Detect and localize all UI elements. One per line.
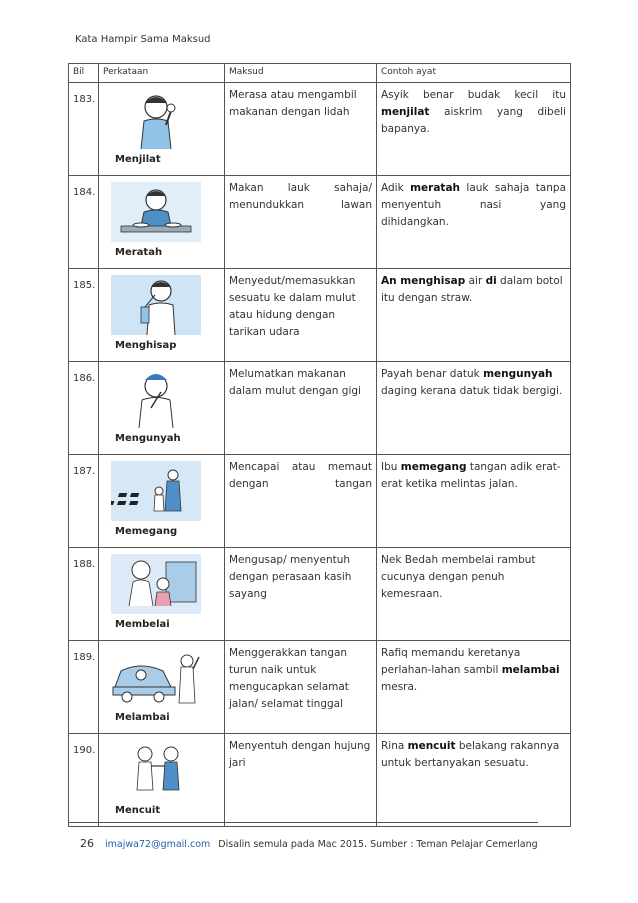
table-row <box>69 83 571 176</box>
meaning-text: Menyedut/memasukkan sesuatu ke dalam mulut atau hidung dengan tarikan udara <box>229 275 356 338</box>
meaning-text: Melumatkan makanan dalam mulut dengan gigi <box>229 368 361 397</box>
word-label: Melambai <box>115 712 170 723</box>
meaning-text: Menggerakkan tangan turun naik untuk mengucapkan selamat jalan/ selamat tinggal <box>229 647 349 710</box>
table-row <box>69 269 571 362</box>
word-label: Menghisap <box>115 340 177 351</box>
word-label: Menjilat <box>115 154 161 165</box>
table-row <box>69 455 571 548</box>
row-number: 190. <box>73 745 96 756</box>
word-illustration <box>103 552 219 632</box>
word-label: Mencuit <box>115 805 161 816</box>
eating-side-dish-icon <box>111 182 201 242</box>
row-number: 183. <box>73 94 96 105</box>
keyword: An menghisap <box>381 275 466 287</box>
keyword: di <box>485 275 497 287</box>
row-number: 189. <box>73 652 96 663</box>
licking-ice-cream-icon <box>111 89 201 149</box>
example-sentence: Adik meratah lauk sahaja tanpa menyentuh nasi yang dihidangkan. <box>381 182 566 228</box>
word-illustration <box>103 180 219 260</box>
table-row <box>69 362 571 455</box>
example-sentence: Nek Bedah membelai rambut cucunya dengan penuh kemesraan. <box>381 554 536 600</box>
keyword: menjilat <box>381 106 430 118</box>
table-row <box>69 548 571 641</box>
holding-hands-crossing-icon <box>111 461 201 521</box>
word-illustration <box>103 645 219 725</box>
word-illustration <box>103 366 219 446</box>
row-number: 187. <box>73 466 96 477</box>
footer-source: Disalin semula pada Mac 2015. Sumber : Teman Pelajar Cemerlang <box>218 839 538 850</box>
word-illustration <box>103 738 219 818</box>
example-sentence: Rina mencuit belakang rakannya untuk bertanyakan sesuatu. <box>381 740 560 769</box>
keyword: memegang <box>400 461 467 473</box>
keyword: mencuit <box>407 740 456 752</box>
example-sentence: Payah benar datuk mengunyah daging kerana datuk tidak bergigi. <box>381 368 563 397</box>
meaning-text: Menyentuh dengan hujung jari <box>229 740 371 769</box>
word-label: Mengunyah <box>115 433 181 444</box>
table-header-row <box>69 64 571 83</box>
meaning-text: Mengusap/ menyentuh dengan perasaan kasih sayang <box>229 554 352 600</box>
page-number: 26 <box>80 837 94 850</box>
row-number: 188. <box>73 559 96 570</box>
row-number: 184. <box>73 187 96 198</box>
example-sentence: Rafiq memandu keretanya perlahan-lahan sambil melambai mesra. <box>381 647 560 693</box>
sipping-straw-icon <box>111 275 201 335</box>
meaning-text: Makan lauk sahaja/ menundukkan lawan <box>229 182 372 211</box>
example-sentence: Asyik benar budak kecil itu menjilat aiskrim yang dibeli bapanya. <box>381 89 566 135</box>
example-sentence: An menghisap air di dalam botol itu dengan straw. <box>381 275 563 304</box>
row-number: 186. <box>73 373 96 384</box>
footer-divider <box>68 822 538 823</box>
word-label: Memegang <box>115 526 178 537</box>
column-header-bil: Bil <box>69 64 99 83</box>
keyword: melambai <box>501 664 560 676</box>
waving-from-car-icon <box>111 647 201 707</box>
word-label: Membelai <box>115 619 170 630</box>
column-header-contoh-ayat: Contoh ayat <box>377 64 571 83</box>
keyword: meratah <box>410 182 460 194</box>
poking-shoulder-icon <box>111 740 201 800</box>
vocabulary-table <box>68 63 571 827</box>
word-illustration <box>103 87 219 167</box>
table-row <box>69 176 571 269</box>
chewing-man-icon <box>111 368 201 428</box>
row-number: 185. <box>73 280 96 291</box>
example-sentence: Ibu memegang tangan adik erat-erat ketika melintas jalan. <box>381 461 561 490</box>
keyword: mengunyah <box>483 368 553 380</box>
column-header-perkataan: Perkataan <box>99 64 225 83</box>
table-row <box>69 641 571 734</box>
page-title: Kata Hampir Sama Maksud <box>75 34 211 45</box>
word-label: Meratah <box>115 247 163 258</box>
caressing-child-icon <box>111 554 201 614</box>
column-header-maksud: Maksud <box>225 64 377 83</box>
table-row <box>69 734 571 827</box>
footer-email-link[interactable]: imajwa72@gmail.com <box>105 839 211 850</box>
meaning-text: Mencapai atau memaut dengan tangan <box>229 461 372 490</box>
page-footer <box>80 837 538 850</box>
word-illustration <box>103 459 219 539</box>
meaning-text: Merasa atau mengambil makanan dengan lidah <box>229 89 357 118</box>
word-illustration <box>103 273 219 353</box>
